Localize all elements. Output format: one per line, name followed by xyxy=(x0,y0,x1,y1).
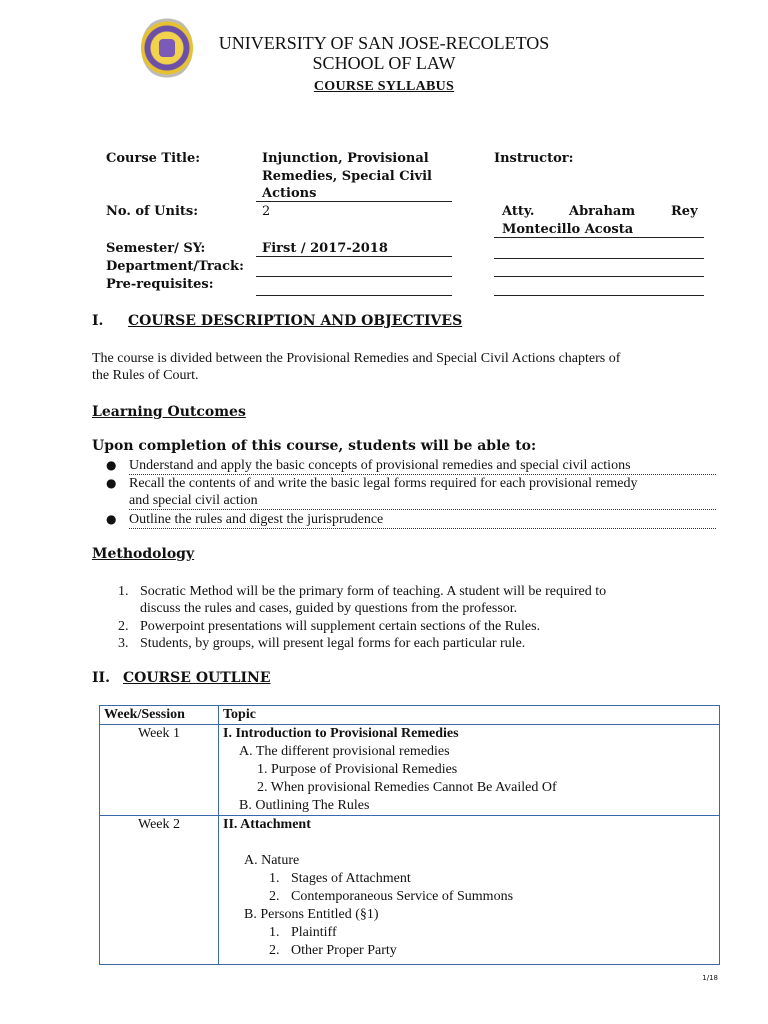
course-title-line-2: Remedies, Special Civil xyxy=(262,169,432,184)
header-topic: Topic xyxy=(219,706,720,725)
topic-line: A. The different provisional remedies xyxy=(239,744,450,759)
section-2-heading xyxy=(92,670,271,686)
upon-completion-text: Upon completion of this course, students will be able to: xyxy=(92,438,537,454)
week-cell: Week 2 xyxy=(100,816,219,965)
topic-number: 2. xyxy=(269,889,280,904)
section-2-number: II. xyxy=(92,670,110,686)
topic-line xyxy=(223,888,715,906)
week-cell: Week 1 xyxy=(100,725,219,816)
bullet-icon: ● xyxy=(106,476,117,490)
method-item-3: Students, by groups, will present legal forms for each particular rule. xyxy=(140,636,526,651)
document-title: COURSE SYLLABUS xyxy=(313,79,455,94)
topic-number: 2. xyxy=(269,943,280,958)
learning-outcomes-heading: Learning Outcomes xyxy=(92,404,246,420)
topic-text: Plaintiff xyxy=(291,925,337,940)
table-row xyxy=(100,725,720,816)
course-title-label: Course Title: xyxy=(106,151,201,166)
topic-cell xyxy=(219,816,720,965)
section-1-number: I. xyxy=(92,313,104,329)
topic-number: 1. xyxy=(269,871,280,886)
instructor-blank-line-2 xyxy=(494,276,704,277)
instructor-name-2: Montecillo Acosta xyxy=(494,222,704,238)
course-title-line-1: Injunction, Provisional xyxy=(262,151,429,166)
topic-line: B. Persons Entitled (§1) xyxy=(244,907,379,922)
department-blank-line xyxy=(256,276,452,277)
header-week-session: Week/Session xyxy=(100,706,219,725)
topic-line: A. Nature xyxy=(244,853,300,868)
section-1-heading xyxy=(92,313,462,329)
section-1-title: COURSE DESCRIPTION AND OBJECTIVES xyxy=(128,313,463,329)
topic-text: Other Proper Party xyxy=(291,943,397,958)
instructor-label: Instructor: xyxy=(494,151,574,166)
prereq-label: Pre-requisites: xyxy=(106,277,214,292)
topic-line xyxy=(223,942,715,960)
course-title-line-3: Actions xyxy=(256,186,452,202)
methodology-heading: Methodology xyxy=(92,546,195,562)
units-label: No. of Units: xyxy=(106,204,199,219)
course-desc-line-1: The course is divided between the Provisional Remedies and Special Civil Actions chapters of xyxy=(92,351,621,366)
semester-value: First / 2017-2018 xyxy=(256,241,452,257)
instructor-blank-line-1 xyxy=(494,258,704,259)
topic-line: 1. Purpose of Provisional Remedies xyxy=(257,762,458,777)
instructor-name-1a: Atty. xyxy=(502,204,535,219)
topic-line xyxy=(223,924,715,942)
bullet-icon: ● xyxy=(106,458,117,472)
outcome-item-3: Outline the rules and digest the jurisprudence xyxy=(129,511,716,529)
table-header-row xyxy=(100,706,720,725)
method-item-1: Socratic Method will be the primary form of teaching. A student will be required to xyxy=(140,584,607,599)
university-name: UNIVERSITY OF SAN JOSE-RECOLETOS xyxy=(218,33,550,53)
outcome-item-1: Understand and apply the basic concepts of provisional remedies and special civil actions xyxy=(129,457,716,475)
instructor-blank-line-3 xyxy=(494,295,704,296)
topic-line xyxy=(223,870,715,888)
method-number-2: 2. xyxy=(118,619,129,634)
units-value: 2 xyxy=(262,204,271,219)
instructor-name-1c: Rey xyxy=(671,204,698,219)
topic-number: 1. xyxy=(269,925,280,940)
topic-heading: II. Attachment xyxy=(223,817,311,832)
method-item-2: Powerpoint presentations will supplement certain sections of the Rules. xyxy=(140,619,541,634)
course-desc-line-2: the Rules of Court. xyxy=(92,368,199,383)
method-number-1: 1. xyxy=(118,584,129,599)
department-label: Department/Track: xyxy=(106,259,244,274)
table-row xyxy=(100,816,720,965)
topic-line: B. Outlining The Rules xyxy=(239,798,370,813)
outcome-item-2: Recall the contents of and write the basic legal forms required for each provisional remedy xyxy=(129,476,638,491)
page-number: 1/18 xyxy=(702,974,718,982)
topic-text: Contemporaneous Service of Summons xyxy=(291,889,514,904)
school-name: SCHOOL OF LAW xyxy=(312,53,456,73)
section-2-title: COURSE OUTLINE xyxy=(123,670,271,686)
method-number-3: 3. xyxy=(118,636,129,651)
topic-cell xyxy=(219,725,720,816)
bullet-icon: ● xyxy=(106,512,117,526)
course-outline-table xyxy=(99,705,720,965)
topic-text: Stages of Attachment xyxy=(291,871,411,886)
semester-label: Semester/ SY: xyxy=(106,241,206,256)
method-item-1-cont: discuss the rules and cases, guided by questions from the professor. xyxy=(140,601,518,616)
prereq-blank-line xyxy=(256,295,452,296)
topic-heading: I. Introduction to Provisional Remedies xyxy=(223,726,459,741)
outcome-item-2-cont: and special civil action xyxy=(129,492,716,510)
topic-line: 2. When provisional Remedies Cannot Be Availed Of xyxy=(257,780,557,795)
instructor-name-1b: Abraham xyxy=(569,204,636,219)
